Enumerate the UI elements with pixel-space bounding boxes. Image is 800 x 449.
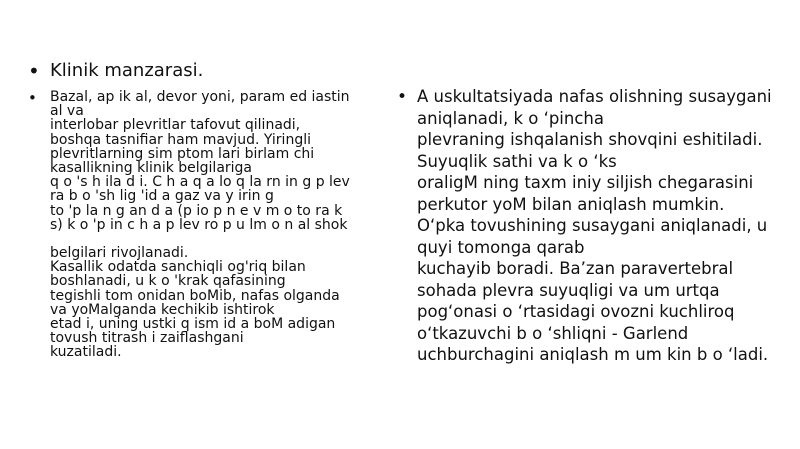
text-line: sohada plevra suyuqligi va um urtqa xyxy=(417,280,720,300)
text-line: quyi tomonga qarab xyxy=(417,237,585,257)
right-paragraph xyxy=(417,86,772,366)
text-line: tegishli tom onidan boMib, nafas olganda xyxy=(50,287,340,304)
text-line: va yoMalganda kechikib ishtirok xyxy=(50,301,275,318)
text-line: A uskultatsiyada nafas olishning susaygani xyxy=(417,87,772,106)
text-line: plevraning ishqalanish shovqini eshitiladi. xyxy=(417,130,763,149)
bullet-dot-icon: • xyxy=(28,89,37,107)
right-column xyxy=(397,86,777,366)
text-line: Kasallik odatda sanchiqli og'riq bilan xyxy=(50,259,306,276)
text-line: o‘tkazuvchi b o ‘shliqni - Garlend xyxy=(417,323,689,343)
text-line: pog‘onasi o ‘rtasidagi ovozni kuchliroq xyxy=(417,302,735,321)
text-line: q o 's h ila d i. C h a q a lo q la rn in g p lev xyxy=(50,174,350,191)
text-line: kasallikning klinik belgilariga xyxy=(50,160,253,177)
bullet-dot-icon: • xyxy=(28,59,40,83)
text-line: ra b o 'sh lig 'id a gaz va y irin g xyxy=(50,188,274,205)
text-line: interlobar plevritlar tafovut qilinadi, xyxy=(50,117,301,134)
text-line: plevritlarning sim ptom lari birlam chi xyxy=(50,145,315,162)
text-line: perkutor yoM bilan aniqlash mumkin. xyxy=(417,194,725,214)
text-line: etad i, uning ustki q ism id a boM adigan xyxy=(50,316,336,333)
left-body-bullet xyxy=(28,90,368,360)
text-line: belgilari rivojlanadi. xyxy=(50,245,189,262)
left-column xyxy=(28,58,368,360)
text-line: al va xyxy=(50,103,84,120)
text-line: uchburchagini aniqlash m um kin b o ‘ladi. xyxy=(417,345,769,364)
left-paragraph xyxy=(50,90,350,360)
heading-bullet xyxy=(28,58,368,84)
bullet-dot-icon: • xyxy=(397,87,408,107)
text-line: aniqlanadi, k o ‘pincha xyxy=(417,108,604,128)
text-line: boshlanadi, u k o 'krak qafasining xyxy=(50,273,286,290)
text-line: tovush titrash i zaiflashgani xyxy=(50,330,244,347)
text-line: to 'p la n g an d a (p io p n e v m o to ra k xyxy=(50,202,343,219)
slide-heading: Klinik manzarasi. xyxy=(50,60,204,81)
text-line: kuchayib boradi. Ba’zan paravertebral xyxy=(417,259,734,278)
text-line: s) k o 'p in c h a p lev ro p u lm o n al shok xyxy=(50,216,348,233)
text-line: boshqa tasnifiar ham mavjud. Yiringli xyxy=(50,131,311,148)
text-line: kuzatiladi. xyxy=(50,344,122,361)
paragraph-gap xyxy=(50,232,350,246)
text-line: oraligM ning taxm iniy siljish chegarasini xyxy=(417,173,754,192)
text-line: Bazal, ap ik al, devor yoni, param ed iastin xyxy=(50,89,350,105)
right-body-bullet xyxy=(397,86,777,366)
text-line: O‘pka tovushining susaygani aniqlanadi, u xyxy=(417,216,768,235)
text-line: Suyuqlik sathi va k o ‘ks xyxy=(417,151,617,171)
